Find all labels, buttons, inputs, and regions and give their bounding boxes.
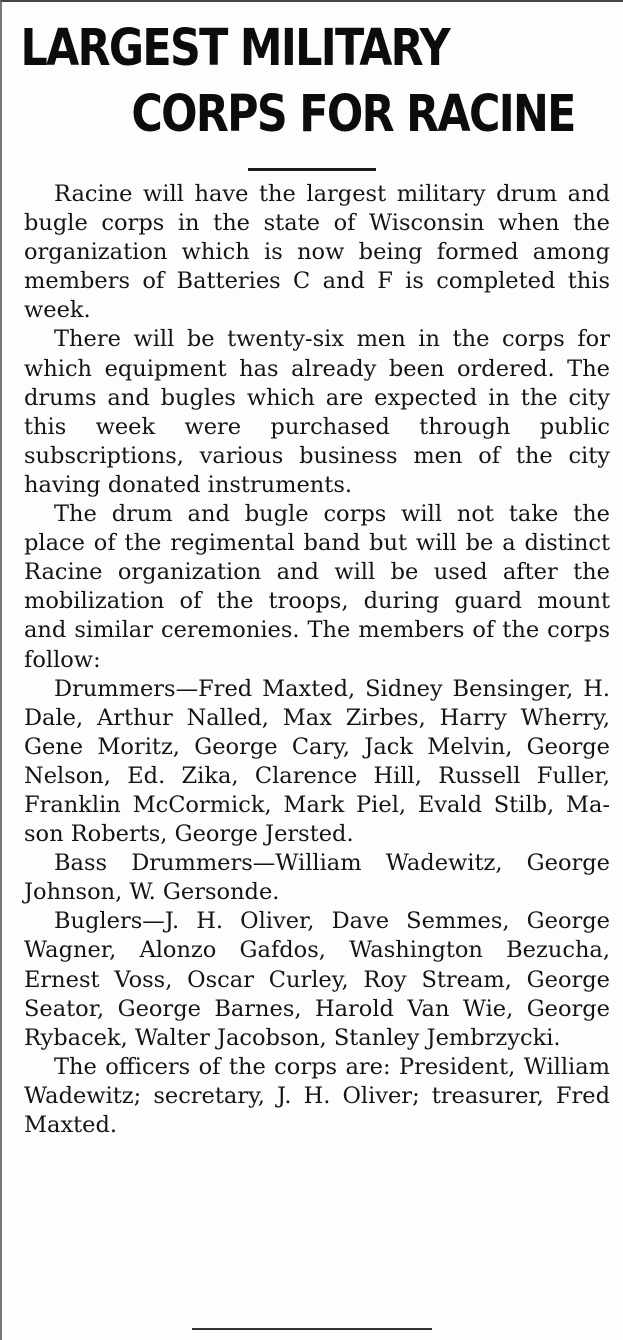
end-of-article-rule — [192, 1328, 432, 1330]
headline — [2, 16, 623, 148]
headline-divider — [248, 168, 376, 171]
article-body — [24, 180, 610, 1140]
paragraph-drummers: Drummers—Fred Maxted, Sidney Bensinger, H. Dale, Arthur Nalled, Max Zirbes, Harry Wherry, Gene Moritz, George Cary, Jack Melvin, George Nelson, Ed. Zika, Clarence Hill, Russell Fuller, Franklin McCormick, Mark Piel, Evald Stilb, Mason Roberts, George Jersted. — [24, 675, 610, 848]
paragraph-intro: Racine will have the largest military drum and bugle corps in the state of Wisconsin when the organization which is now being formed among members of Batteries C and F is completed this week. — [24, 181, 610, 324]
paragraph-officers: The officers of the corps are: President, William Wadewitz; secretary, J. H. Oliver; treasurer, Fred Maxted. — [24, 1053, 610, 1138]
headline-line-1: LARGEST MILITARY — [20, 19, 449, 78]
headline-line-2: CORPS FOR RACINE — [131, 85, 575, 144]
paragraph-buglers: Buglers—J. H. Oliver, Dave Semmes, George Wagner, Alonzo Gafdos, Washington Bezucha, Ernest Voss, Oscar Curley, Roy Stream, George Seator, George Barnes, Harold Van Wie, George Rybacek, Walter Jacobson, Stanley Jembrzycki. — [24, 908, 610, 1051]
paragraph-equipment: There will be twenty-six men in the corps for which equipment has already been ordered. The drums and bugles which are expected in the city this week were purchased through public subscriptions, various business men of the city having donated instruments. — [24, 326, 610, 498]
paragraph-purpose: The drum and bugle corps will not take the place of the regimental band but will be a distinct Racine organization and will be used after the mobilization of the troops, during guard mount and similar ceremonies. The members of the corps follow: — [24, 501, 610, 673]
paragraph-bass-drummers: Bass Drummers—William Wadewitz, George Johnson, W. Gersonde. — [24, 850, 610, 906]
